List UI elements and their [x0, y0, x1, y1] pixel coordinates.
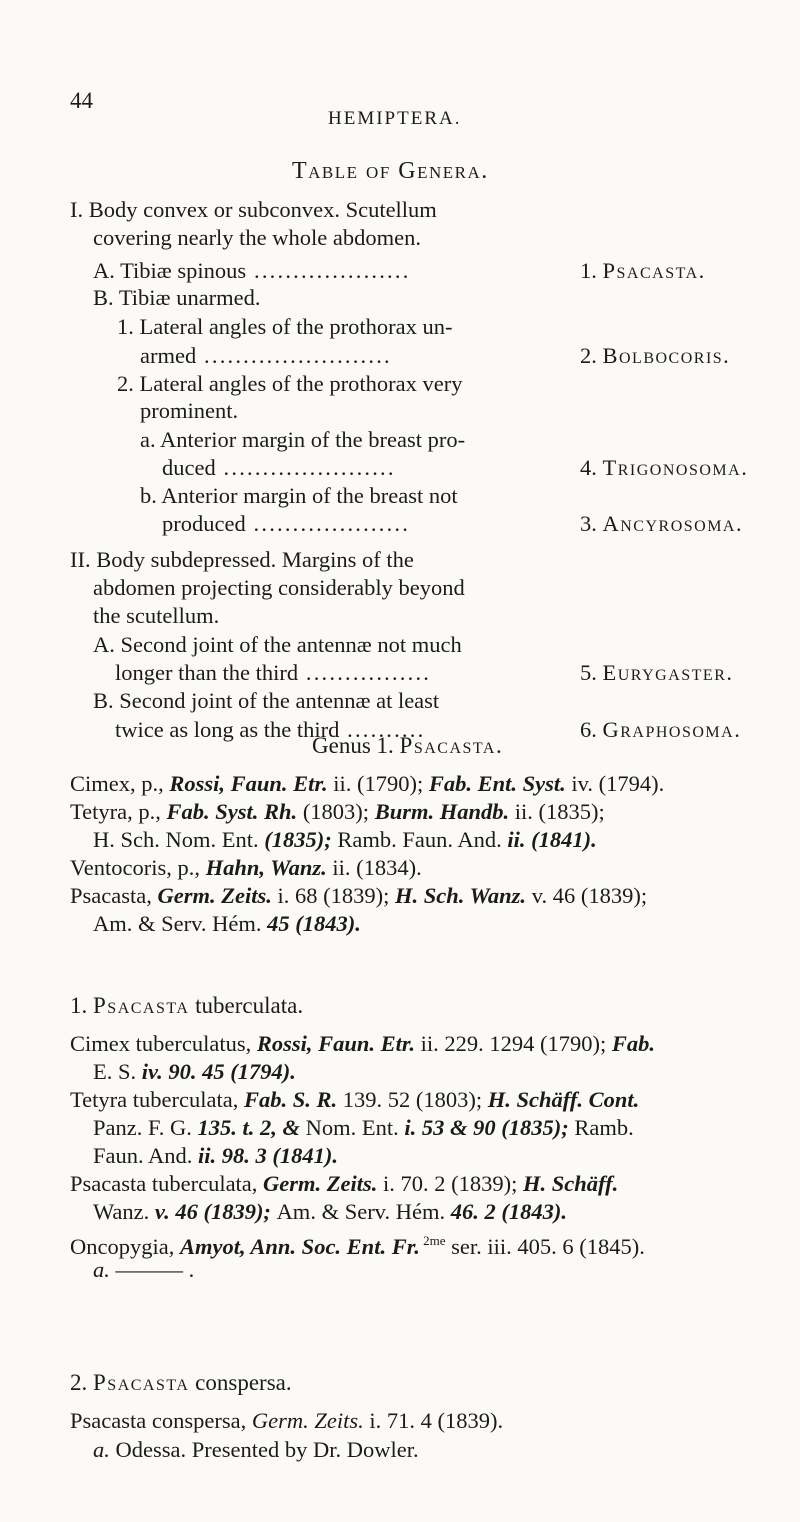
- species-1-epithet: tuberculata.: [195, 993, 304, 1018]
- italic-citation: Germ. Zeits.: [157, 883, 272, 908]
- reference-line: [93, 1436, 419, 1464]
- italic-citation: (1835);: [258, 827, 338, 852]
- roman-text: Nom. Ent.: [305, 1115, 399, 1140]
- table-row: [140, 426, 465, 454]
- table-row: [115, 659, 431, 687]
- table-row: [140, 397, 238, 425]
- table-row-text: duced: [162, 455, 216, 480]
- italic-citation: v. 46 (1839);: [149, 1199, 277, 1224]
- italic-citation: iv. 90. 45 (1794).: [136, 1059, 296, 1084]
- species-1-genus: Psacasta: [93, 993, 190, 1018]
- italic-citation: Fab.: [611, 1031, 656, 1056]
- reference-line: [70, 1407, 503, 1435]
- italic-citation: i. 53 & 90 (1835);: [398, 1115, 575, 1140]
- roman-text: Am. & Serv. Hém.: [93, 911, 262, 936]
- species-2-heading: [70, 1370, 292, 1396]
- leader-dots: ........................: [196, 343, 392, 368]
- roman-text: Ventocoris, p.,: [70, 855, 206, 880]
- genus-result: [580, 659, 734, 687]
- superscript: me: [429, 1233, 446, 1248]
- genus-heading: [312, 733, 503, 759]
- roman-text: Psacasta tuberculata,: [70, 1171, 264, 1196]
- table-row: [70, 546, 414, 574]
- genus-result-number: 4.: [580, 455, 603, 480]
- roman-text: Odessa. Presented by Dr. Dowler.: [109, 1437, 419, 1462]
- genus-result-name: Bolbocoris.: [602, 343, 731, 368]
- roman-text: ii. (1834).: [326, 855, 422, 880]
- reference-line: [93, 910, 361, 938]
- reference-line: [93, 1142, 338, 1170]
- roman-text: Wanz.: [93, 1199, 150, 1224]
- genus-result-number: 1.: [580, 258, 603, 283]
- table-row: [162, 510, 410, 538]
- genus-result-number: 5.: [580, 660, 603, 685]
- roman-text: ii. (1835);: [509, 799, 605, 824]
- table-row-text: II. Body subdepressed. Margins of the: [70, 547, 414, 572]
- leader-dots: ......................: [215, 455, 396, 480]
- reference-line: [70, 770, 664, 798]
- reference-line: [93, 1114, 634, 1142]
- roman-text: Panz. F. G.: [93, 1115, 192, 1140]
- genus-result: [580, 257, 706, 285]
- table-row-text: I. Body convex or subconvex. Scutellum: [70, 197, 437, 222]
- table-title: Table of Genera.: [292, 158, 489, 184]
- table-row: [140, 342, 392, 370]
- italic-citation: Rossi, Faun. Etr.: [169, 771, 328, 796]
- roman-text: 139. 52 (1803);: [337, 1087, 488, 1112]
- genus-result-name: Eurygaster.: [602, 660, 734, 685]
- genus-result-name: Trigonosoma.: [602, 455, 749, 480]
- table-row: [93, 687, 439, 715]
- roman-text: Tetyra tuberculata,: [70, 1087, 244, 1112]
- italic-citation: Burm. Handb.: [374, 799, 510, 824]
- table-row: [93, 257, 411, 285]
- italic-citation: H. Schäff.: [523, 1171, 619, 1196]
- roman-text: Am. & Serv. Hém.: [276, 1199, 446, 1224]
- genus-heading-name: Psacasta.: [399, 733, 504, 758]
- italic-citation: Hahn, Wanz.: [205, 855, 327, 880]
- genus-result-name: Ancyrosoma.: [602, 511, 744, 536]
- genus-result-name: Psacasta.: [602, 258, 706, 283]
- roman-text: i. 70. 2 (1839);: [377, 1171, 524, 1196]
- genus-result: [580, 716, 741, 744]
- roman-text: H. Sch. Nom. Ent.: [93, 827, 259, 852]
- roman-text: i. 71. 4 (1839).: [363, 1408, 504, 1433]
- page-number: 44: [70, 88, 93, 113]
- roman-text: Cimex tuberculatus,: [70, 1031, 257, 1056]
- table-row-text: the scutellum.: [93, 603, 220, 628]
- roman-text: iv. (1794).: [565, 771, 665, 796]
- italic-citation: H. Sch. Wanz.: [394, 883, 527, 908]
- leader-dots: ....................: [245, 511, 411, 536]
- table-row-text: covering nearly the whole abdomen.: [93, 225, 422, 250]
- roman-text: ii. 229. 1294 (1790);: [415, 1031, 612, 1056]
- table-row: [93, 631, 462, 659]
- leader-dots: ..........: [339, 717, 426, 742]
- reference-line: [93, 1198, 567, 1226]
- italic-citation: H. Schäff. Cont.: [487, 1087, 640, 1112]
- species-1-heading: [70, 993, 303, 1019]
- species-1-number: 1.: [70, 993, 88, 1018]
- italic-citation: a.: [93, 1437, 110, 1462]
- italic-citation: Fab. Ent. Syst.: [428, 771, 566, 796]
- reference-line: [70, 1086, 639, 1114]
- reference-line: [70, 882, 647, 910]
- table-row-text: a. Anterior margin of the breast pro-: [140, 427, 466, 452]
- reference-line: [93, 1058, 296, 1086]
- italic-citation: Germ. Zeits.: [251, 1408, 364, 1433]
- table-row-text: b. Anterior margin of the breast not: [140, 483, 458, 508]
- genus-result-number: 2.: [580, 343, 603, 368]
- roman-text: Ramb. Faun. And.: [337, 827, 502, 852]
- italic-citation: Amyot, Ann. Soc. Ent. Fr.: [179, 1234, 420, 1259]
- table-row-text: A. Second joint of the antennæ not much: [93, 632, 462, 657]
- italic-citation: Rossi, Faun. Etr.: [256, 1031, 416, 1056]
- table-row: [93, 602, 219, 630]
- reference-line: [70, 798, 605, 826]
- roman-text: Ramb.: [574, 1115, 634, 1140]
- genus-heading-prefix: Genus 1.: [312, 733, 394, 758]
- roman-text: ii. (1790);: [327, 771, 429, 796]
- italic-citation: Fab. S. R.: [243, 1087, 338, 1112]
- reference-line: [93, 1256, 194, 1284]
- roman-text: Oncopygia,: [70, 1234, 180, 1259]
- table-row: [93, 574, 465, 602]
- table-row-text: B. Tibiæ unarmed.: [93, 285, 261, 310]
- genus-result: [580, 342, 730, 370]
- italic-citation: 45 (1843).: [261, 911, 361, 936]
- reference-line: [70, 1030, 655, 1058]
- reference-line: [70, 854, 422, 882]
- genus-result-number: 3.: [580, 511, 603, 536]
- leader-dots: ....................: [246, 258, 411, 283]
- table-row: [93, 284, 261, 312]
- roman-text: v. 46 (1839);: [526, 883, 648, 908]
- table-row-text: produced: [162, 511, 246, 536]
- genus-result: [580, 454, 748, 482]
- species-2-epithet: conspersa.: [195, 1370, 292, 1395]
- italic-citation: 46. 2 (1843).: [445, 1199, 567, 1224]
- italic-citation: ii. (1841).: [501, 827, 597, 852]
- table-row-text: prominent.: [140, 398, 239, 423]
- italic-citation: Fab. Syst. Rh.: [166, 799, 298, 824]
- roman-text: ser. iii. 405. 6 (1845).: [445, 1234, 645, 1259]
- table-row-text: A. Tibiæ spinous: [93, 258, 247, 283]
- table-row: [117, 313, 453, 341]
- reference-line: [93, 826, 597, 854]
- table-row-text: twice as long as the third: [115, 717, 340, 742]
- roman-text: Psacasta,: [70, 883, 158, 908]
- reference-line: [70, 1170, 618, 1198]
- roman-text: ——— .: [109, 1257, 195, 1282]
- roman-text: i. 68 (1839);: [271, 883, 395, 908]
- table-row: [140, 482, 458, 510]
- table-row: [162, 454, 396, 482]
- species-2-genus: Psacasta: [93, 1370, 190, 1395]
- genus-result-name: Graphosoma.: [602, 717, 742, 742]
- genus-result-number: 6.: [580, 717, 603, 742]
- table-row-text: armed: [140, 343, 197, 368]
- italic-citation: a.: [93, 1257, 110, 1282]
- table-row-text: 2. Lateral angles of the prothorax very: [117, 371, 463, 396]
- roman-text: 2: [419, 1233, 430, 1248]
- roman-text: Tetyra, p.,: [70, 799, 167, 824]
- table-row: [117, 370, 463, 398]
- genus-result: [580, 510, 743, 538]
- italic-citation: 135. t. 2, &: [191, 1115, 306, 1140]
- species-2-number: 2.: [70, 1370, 88, 1395]
- running-title: HEMIPTERA.: [328, 108, 462, 129]
- table-row-text: B. Second joint of the antennæ at least: [93, 688, 440, 713]
- table-row-text: longer than the third: [115, 660, 299, 685]
- leader-dots: ................: [298, 660, 432, 685]
- italic-citation: ii. 98. 3 (1841).: [192, 1143, 339, 1168]
- table-row-text: 1. Lateral angles of the prothorax un-: [117, 314, 453, 339]
- roman-text: Psacasta conspersa,: [70, 1408, 252, 1433]
- roman-text: Faun. And.: [93, 1143, 193, 1168]
- table-row-text: abdomen projecting considerably beyond: [93, 575, 465, 600]
- roman-text: E. S.: [93, 1059, 137, 1084]
- roman-text: Cimex, p.,: [70, 771, 170, 796]
- table-row: [93, 224, 421, 252]
- roman-text: (1803);: [297, 799, 375, 824]
- italic-citation: Germ. Zeits.: [263, 1171, 378, 1196]
- table-row: [70, 196, 437, 224]
